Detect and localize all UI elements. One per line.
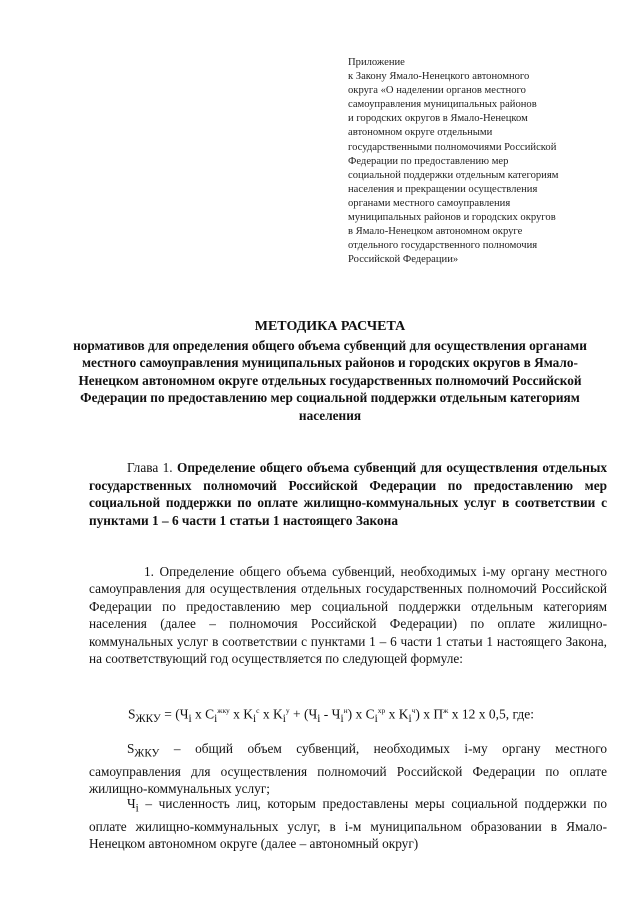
paragraph-3	[89, 795, 607, 853]
formula-sub: i	[317, 713, 321, 726]
formula-sup: с	[256, 706, 260, 715]
formula-sup: у	[285, 706, 290, 715]
formula-sub: i	[374, 713, 378, 726]
formula-part: + (Ч	[289, 706, 318, 722]
paragraph-1: 1. Определение общего объема субвенций, необходимых i-му органу местного самоуправления для осуществления отдельных государственных полномочий Российской Федерации по предоставлению мер социальной поддержки отдельным категориям населения (далее – полномочия Российской Федерации) по оплате жилищно-коммунальных услуг в соответствии с пунктами 1 – 6 части 1 статьи 1 настоящего Закона, на соответствующий год осуществляется по следующей формуле:	[89, 564, 607, 667]
formula-sup: хр	[377, 706, 386, 715]
formula-part: х K	[259, 706, 283, 722]
formula-part: - Ч	[320, 706, 341, 722]
formula-sup: жку	[217, 706, 230, 715]
appendix-line: Российской Федерации»	[348, 254, 459, 266]
formula-part: х K	[385, 706, 409, 722]
formula-part: ) х П	[415, 706, 444, 722]
formula-part: х C	[191, 706, 215, 722]
appendix-line: социальной поддержки отдельным категориям	[348, 169, 559, 181]
formula-sup: ч	[411, 706, 416, 715]
formula-sup: н	[343, 706, 348, 715]
symbol-s: S	[127, 741, 135, 756]
appendix-line: самоуправления муниципальных районов	[348, 99, 537, 111]
appendix-line: округа «О наделении органов местного	[348, 85, 526, 97]
formula-part: х K	[229, 706, 254, 722]
formula-part: = (Ч	[160, 706, 189, 722]
symbol-ch: Ч	[127, 796, 136, 811]
formula-sub: i	[282, 713, 286, 726]
paragraph-3-text: – численность лиц, которым предоставлены меры социальной поддержки по оплате жилищно-коммунальных услуг, в i-м муниципальном образовании в Ямало-Ненецком автономном округе (далее – автономный округ)	[89, 796, 607, 852]
paragraph-2	[89, 740, 607, 798]
appendix-line: автономном округе отдельными	[348, 127, 493, 139]
symbol-ch-sub: i	[135, 802, 139, 815]
formula-sub: ЖКУ	[135, 713, 161, 726]
formula-sup: ж	[443, 706, 449, 715]
appendix-line: муниципальных районов и городских округов	[348, 212, 556, 224]
formula-sub: i	[340, 713, 344, 726]
methodology-title: МЕТОДИКА РАСЧЕТА	[254, 319, 406, 334]
chapter-heading	[89, 459, 607, 529]
appendix-line: населения и прекращении осуществления	[348, 183, 538, 195]
formula-sub: i	[253, 713, 257, 726]
symbol-s-sub: ЖКУ	[134, 747, 160, 760]
methodology-subtitle: нормативов для определения общего объема субвенций для осуществления органами местного самоуправления муниципальных районов и городских округов в Ямало-Ненецком автономном округе отдельных государственных полномочий Российской Федерации по предоставлению мер социальной поддержки отдельным категориям населения	[73, 337, 587, 423]
appendix-line: Федерации по предоставлению мер	[348, 155, 509, 167]
formula-part: х 12 х 0,5, где:	[448, 706, 534, 722]
formula	[128, 706, 588, 725]
formula-part: ) х C	[347, 706, 375, 722]
document-title	[70, 318, 590, 425]
appendix-line: государственными полномочиями Российской	[348, 141, 557, 153]
appendix-note	[348, 56, 618, 267]
appendix-line: к Закону Ямало-Ненецкого автономного	[348, 71, 530, 83]
appendix-line: и городских округов в Ямало-Ненецком	[348, 113, 528, 125]
chapter-label: Глава 1.	[127, 460, 173, 475]
appendix-line: Приложение	[348, 57, 405, 68]
formula-sub: i	[214, 713, 218, 726]
appendix-line: в Ямало-Ненецком автономном округе	[348, 226, 523, 238]
formula-sub: i	[188, 713, 192, 726]
formula-part: S	[128, 706, 136, 722]
chapter-heading-text: Определение общего объема субвенций для осуществления отдельных государственных полномочий Российской Федерации по предоставлению мер социальной поддержки по оплате жилищно-коммунальных услуг в соответствии с пунктами 1 – 6 части 1 статьи 1 настоящего Закона	[89, 460, 607, 528]
appendix-line: отдельного государственного полномочия	[348, 240, 538, 252]
formula-sub: i	[408, 713, 412, 726]
appendix-line: органами местного самоуправления	[348, 197, 511, 209]
paragraph-2-text: – общий объем субвенций, необходимых i-му органу местного самоуправления для осуществления полномочий Российской Федерации по оплате жилищно-коммунальных услуг;	[89, 741, 607, 797]
